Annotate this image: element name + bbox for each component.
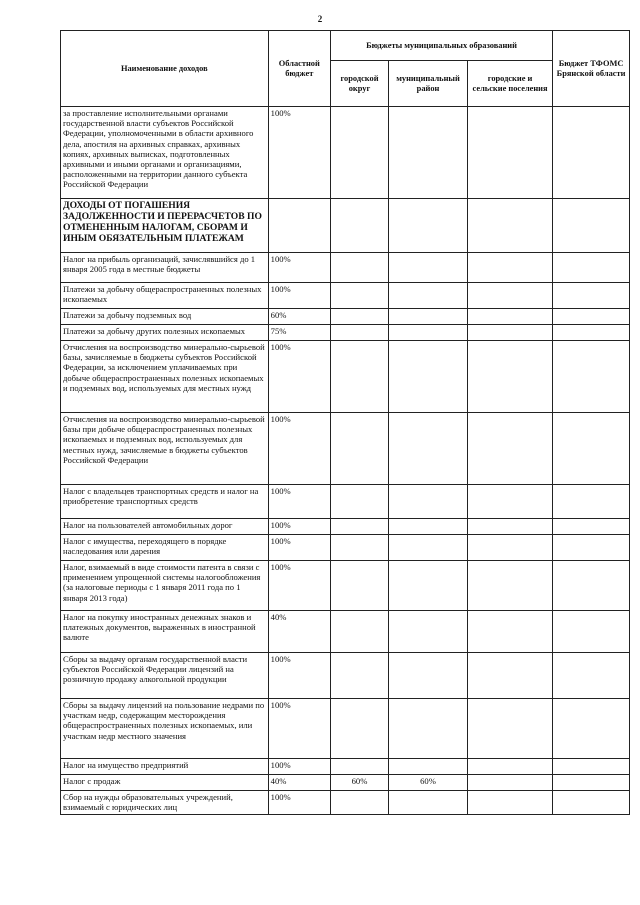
- tfoms-share: [553, 653, 630, 699]
- table-row: [61, 611, 630, 653]
- settlement-share: [467, 561, 552, 611]
- municipal-district-share: [389, 325, 468, 341]
- settlement-share: [467, 759, 552, 775]
- city-district-share: [330, 199, 388, 253]
- tfoms-share: [553, 413, 630, 485]
- tfoms-share: [553, 775, 630, 791]
- regional-share: 40%: [268, 775, 330, 791]
- settlement-share: [467, 107, 552, 199]
- regional-share: 100%: [268, 653, 330, 699]
- settlement-share: [467, 199, 552, 253]
- revenue-name: Сбор на нужды образовательных учреждений, взимаемый с юридических лиц: [61, 791, 269, 815]
- municipal-district-share: [389, 199, 468, 253]
- settlement-share: [467, 535, 552, 561]
- revenue-name: Платежи за добычу общераспространенных полезных ископаемых: [61, 283, 269, 309]
- regional-share: 60%: [268, 309, 330, 325]
- tfoms-share: [553, 253, 630, 283]
- revenue-name: Налог, взимаемый в виде стоимости патента в связи с применением упрощенной системы налогообложения (за налоговые периоды с 1 января 2011 года по 1 января 2013 года): [61, 561, 269, 611]
- settlement-share: [467, 341, 552, 413]
- revenue-name: Налог на имущество предприятий: [61, 759, 269, 775]
- regional-share: 40%: [268, 611, 330, 653]
- settlement-share: [467, 309, 552, 325]
- revenue-name: Налог на пользователей автомобильных дорог: [61, 519, 269, 535]
- settlement-share: [467, 283, 552, 309]
- municipal-district-share: [389, 283, 468, 309]
- municipal-district-share: [389, 107, 468, 199]
- revenue-name: Сборы за выдачу органам государственной власти субъектов Российской Федерации лицензий на розничную продажу алкогольной продукции: [61, 653, 269, 699]
- regional-share: 100%: [268, 759, 330, 775]
- header-tfoms-budget: Бюджет ТФОМС Брянской области: [553, 31, 630, 107]
- regional-share: 100%: [268, 253, 330, 283]
- settlement-share: [467, 699, 552, 759]
- revenue-name: Налог с владельцев транспортных средств и налог на приобретение транспортных средств: [61, 485, 269, 519]
- tfoms-share: [553, 611, 630, 653]
- table-row: [61, 519, 630, 535]
- tfoms-share: [553, 561, 630, 611]
- municipal-district-share: [389, 519, 468, 535]
- municipal-district-share: [389, 485, 468, 519]
- regional-share: 75%: [268, 325, 330, 341]
- tfoms-share: [553, 791, 630, 815]
- revenue-name: Налог на покупку иностранных денежных знаков и платежных документов, выраженных в иностранной валюте: [61, 611, 269, 653]
- city-district-share: [330, 535, 388, 561]
- revenue-name: Платежи за добычу других полезных ископаемых: [61, 325, 269, 341]
- header-municipal-district: муниципальный район: [389, 61, 468, 107]
- city-district-share: [330, 653, 388, 699]
- settlement-share: [467, 325, 552, 341]
- city-district-share: [330, 699, 388, 759]
- revenue-distribution-table: [60, 30, 630, 815]
- section-row: [61, 199, 630, 253]
- table-header: [61, 31, 630, 107]
- regional-share: 100%: [268, 519, 330, 535]
- city-district-share: [330, 107, 388, 199]
- tfoms-share: [553, 341, 630, 413]
- tfoms-share: [553, 759, 630, 775]
- city-district-share: 60%: [330, 775, 388, 791]
- table-row: [61, 791, 630, 815]
- city-district-share: [330, 413, 388, 485]
- table-row: [61, 759, 630, 775]
- municipal-district-share: 60%: [389, 775, 468, 791]
- tfoms-share: [553, 309, 630, 325]
- settlement-share: [467, 485, 552, 519]
- regional-share: 100%: [268, 791, 330, 815]
- regional-share: 100%: [268, 699, 330, 759]
- table-row: [61, 309, 630, 325]
- table-row: [61, 561, 630, 611]
- municipal-district-share: [389, 341, 468, 413]
- regional-share: 100%: [268, 283, 330, 309]
- city-district-share: [330, 253, 388, 283]
- settlement-share: [467, 519, 552, 535]
- header-revenue-name: Наименование доходов: [61, 31, 269, 107]
- city-district-share: [330, 485, 388, 519]
- tfoms-share: [553, 283, 630, 309]
- municipal-district-share: [389, 611, 468, 653]
- city-district-share: [330, 791, 388, 815]
- settlement-share: [467, 611, 552, 653]
- revenue-name: Сборы за выдачу лицензий на пользование недрами по участкам недр, содержащим месторождения общераспространенных полезных ископаемых, или участкам недр местного значения: [61, 699, 269, 759]
- table-row: [61, 413, 630, 485]
- city-district-share: [330, 325, 388, 341]
- settlement-share: [467, 791, 552, 815]
- revenue-name: Налог на прибыль организаций, зачислявшийся до 1 января 2005 года в местные бюджеты: [61, 253, 269, 283]
- revenue-name: ДОХОДЫ ОТ ПОГАШЕНИЯ ЗАДОЛЖЕННОСТИ И ПЕРЕРАСЧЕТОВ ПО ОТМЕНЕННЫМ НАЛОГАМ, СБОРАМ И ИНЫМ ОБЯЗАТЕЛЬНЫМ ПЛАТЕЖАМ: [61, 199, 269, 253]
- revenue-name: Налог с продаж: [61, 775, 269, 791]
- tfoms-share: [553, 199, 630, 253]
- city-district-share: [330, 283, 388, 309]
- municipal-district-share: [389, 561, 468, 611]
- settlement-share: [467, 653, 552, 699]
- municipal-district-share: [389, 653, 468, 699]
- table-body: [61, 107, 630, 815]
- table-row: [61, 775, 630, 791]
- settlement-share: [467, 775, 552, 791]
- regional-share: 100%: [268, 107, 330, 199]
- table-row: [61, 107, 630, 199]
- city-district-share: [330, 561, 388, 611]
- municipal-district-share: [389, 535, 468, 561]
- page-number: 2: [317, 14, 323, 24]
- table-row: [61, 699, 630, 759]
- revenue-name: за проставление исполнительными органами государственной власти субъектов Российской Федерации, уполномоченными в области архивного дела, апостиля на архивных справках, архивных копиях, архивных выписках, подготовленных архивными и иными органами и организациями, расположенными на территории данного субъекта Российской Федерации: [61, 107, 269, 199]
- tfoms-share: [553, 325, 630, 341]
- revenue-name: Отчисления на воспроизводство минерально-сырьевой базы при добыче общераспространенных полезных ископаемых и подземных вод, используемых для местных нужд, зачисляемые в бюджеты субъектов Российской Федерации: [61, 413, 269, 485]
- table-row: [61, 535, 630, 561]
- table-row: [61, 341, 630, 413]
- table-row: [61, 485, 630, 519]
- tfoms-share: [553, 535, 630, 561]
- revenue-name: Налог с имущества, переходящего в порядке наследования или дарения: [61, 535, 269, 561]
- regional-share: 100%: [268, 535, 330, 561]
- settlement-share: [467, 253, 552, 283]
- municipal-district-share: [389, 759, 468, 775]
- municipal-district-share: [389, 413, 468, 485]
- table-row: [61, 653, 630, 699]
- tfoms-share: [553, 107, 630, 199]
- municipal-district-share: [389, 309, 468, 325]
- tfoms-share: [553, 519, 630, 535]
- city-district-share: [330, 759, 388, 775]
- header-settlements: городские и сельские поселения: [467, 61, 552, 107]
- tfoms-share: [553, 485, 630, 519]
- regional-share: [268, 199, 330, 253]
- header-regional-budget: Областной бюджет: [268, 31, 330, 107]
- city-district-share: [330, 341, 388, 413]
- revenue-name: Отчисления на воспроизводство минерально-сырьевой базы, зачисляемые в бюджеты субъектов Российской Федерации, за исключением уплачиваемых при добыче общераспространенных полезных ископаемых и подземных вод, используемых для местных нужд: [61, 341, 269, 413]
- header-city-district: городской округ: [330, 61, 388, 107]
- city-district-share: [330, 519, 388, 535]
- header-municipal-budgets: Бюджеты муниципальных образований: [330, 31, 552, 61]
- table-row: [61, 253, 630, 283]
- regional-share: 100%: [268, 485, 330, 519]
- city-district-share: [330, 611, 388, 653]
- municipal-district-share: [389, 791, 468, 815]
- revenue-name: Платежи за добычу подземных вод: [61, 309, 269, 325]
- regional-share: 100%: [268, 413, 330, 485]
- city-district-share: [330, 309, 388, 325]
- municipal-district-share: [389, 253, 468, 283]
- municipal-district-share: [389, 699, 468, 759]
- tfoms-share: [553, 699, 630, 759]
- table-row: [61, 325, 630, 341]
- regional-share: 100%: [268, 561, 330, 611]
- settlement-share: [467, 413, 552, 485]
- table-row: [61, 283, 630, 309]
- regional-share: 100%: [268, 341, 330, 413]
